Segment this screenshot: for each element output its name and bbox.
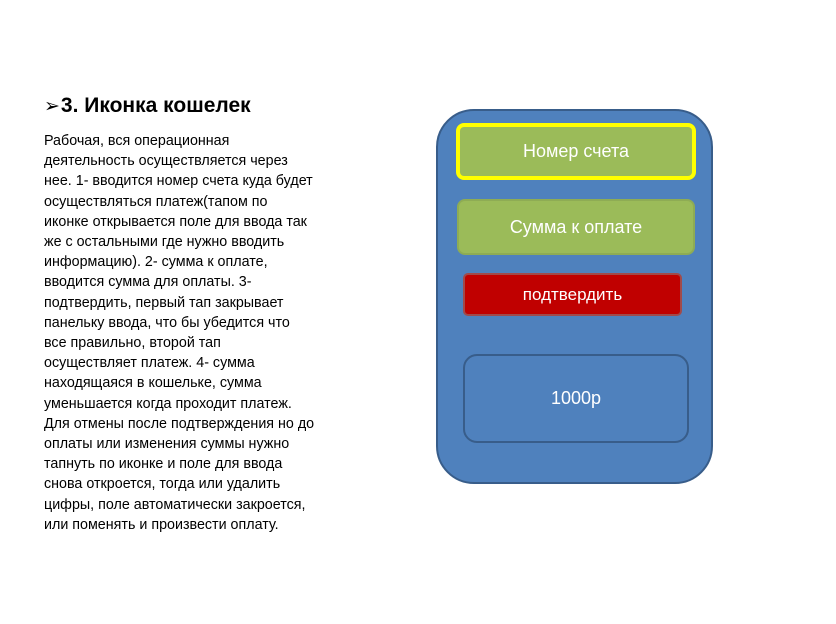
slide-heading-text: 3. Иконка кошелек [60, 94, 251, 117]
slide-heading [44, 94, 251, 118]
payment-amount-field[interactable] [457, 199, 695, 255]
account-number-field[interactable] [456, 123, 696, 180]
slide-body-text: Рабочая, вся операционная деятельность осуществляется через нее. 1- вводится номер счета куда будет осуществляться платеж(тапом по иконке открывается поле для ввода так же с остальными где нужно вводить информацию). 2- сумма к оплате, вводится сумма для оплаты. 3- подтвердить, первый тап закрывает панельку ввода, что бы убедится что все правильно, второй тап осуществляет платеж. 4- сумма находящаяся в кошельке, сумма уменьшается когда проходит платеж. Для отмены после подтверждения но до оплаты или изменения суммы нужно тапнуть по иконке и поле для ввода снова откроется, тогда или удалить цифры, поле автоматически закроется, или поменять и произвести оплату. [44, 133, 315, 533]
account-number-label: Номер счета [522, 141, 630, 161]
arrow-bullet-icon: ➢ [44, 96, 60, 117]
wallet-panel[interactable] [436, 109, 713, 484]
payment-amount-label: Сумма к оплате [509, 216, 643, 237]
confirm-button-label: подтвердить [522, 284, 623, 304]
wallet-balance [463, 354, 689, 443]
wallet-balance-value: 1000р [550, 388, 602, 408]
confirm-button[interactable] [463, 273, 682, 316]
